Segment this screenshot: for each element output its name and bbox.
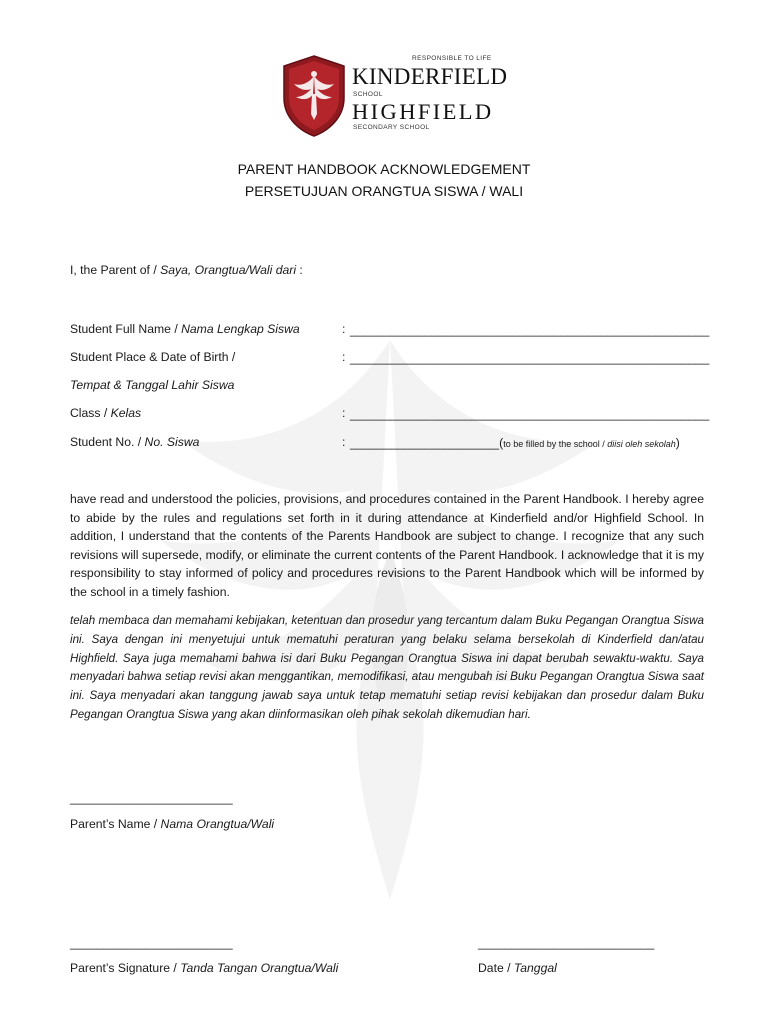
acknowledgement-english: have read and understood the policies, provisions, and procedures contained in the Parent Handbook. I hereby agree to abide by the rules and regulations set forth in it during attendance at Kinderfield and/or Highfield School. In addition, I understand that the contents of the Parents Handbook are subject to change. I recognize that any such revisions will supersede, modify, or eliminate the current contents of the Parent Handbook. I acknowledge that it is my responsibility to stay informed of policy and procedures revisions to the Parent Handbook which will be informed by the school in a timely fashion. <box>70 492 704 599</box>
logo-tagline: RESPONSIBLE TO LIFE <box>412 55 492 62</box>
school-note-open: ( <box>499 436 504 450</box>
class-label <box>70 405 141 421</box>
acknowledgement-indonesian: telah membaca dan memahami kebijakan, ketentuan dan prosedur yang tercantum dalam Buku Pegangan Orangtua Siswa ini. Saya dengan ini menyetujui untuk mematuhi peraturan yang belaku selama bersekolah di Kinderfield dan/atau Highfield. Saya juga memahami bahwa isi dari Buku Pegangan Orangtua Siswa ini dapat berubah sewaktu-waktu. Saya menyadari bahwa setiap revisi akan menggantikan, memodifikasi, atau mengubah isi Buku Pegangan Orangtua Siswa saat ini. Saya menyadari akan tanggung jawab saya untuk tetap mematuhi setiap revisi kebijakan dan prosedur dalam Buku Pegangan Orangtua Siswa yang akan diinformasikan oleh pihak sekolah dikemudian hari. <box>70 614 704 721</box>
class-input-line[interactable]: _____________________________________________________ <box>350 407 710 421</box>
parent-name-label-id: Nama Orangtua/Wali <box>160 817 275 831</box>
title-indonesian: PERSETUJUAN ORANGTUA SISWA / WALI <box>244 183 524 199</box>
parent-signature-label <box>70 960 338 976</box>
class-label-id: Kelas <box>110 406 142 420</box>
class-colon: : <box>342 406 346 420</box>
parent-name-label-en: Parent’s Name / <box>70 817 161 831</box>
school-note-id: diisi oleh sekolah <box>607 439 676 449</box>
intro-line <box>70 262 303 278</box>
logo-highfield-sub: SECONDARY SCHOOL <box>353 124 430 131</box>
parent-name-label <box>70 816 274 832</box>
parent-name-line[interactable]: ________________________ <box>70 791 233 805</box>
parent-signature-label-en: Parent’s Signature / <box>70 961 181 975</box>
student-no-input-line[interactable]: ______________________ <box>350 436 500 450</box>
birth-label-id: Tempat & Tanggal Lahir Siswa <box>70 378 235 392</box>
date-line[interactable]: __________________________ <box>478 936 655 950</box>
student-no-label <box>70 434 199 450</box>
class-label-en: Class / <box>70 406 111 420</box>
date-label <box>478 960 557 976</box>
parent-signature-label-id: Tanda Tangan Orangtua/Wali <box>180 961 339 975</box>
student-no-row <box>350 435 680 452</box>
full-name-label <box>70 321 300 337</box>
school-note-close: ) <box>675 436 680 450</box>
full-name-input-line[interactable]: _____________________________________________________ <box>350 323 710 337</box>
logo-highfield: HIGHFIELD <box>352 99 494 124</box>
logo-kinderfield-sub: SCHOOL <box>353 91 383 98</box>
student-no-label-en: Student No. / <box>70 435 145 449</box>
birth-label-en: Student Place & Date of Birth / <box>70 350 236 364</box>
full-name-label-en: Student Full Name / <box>70 322 182 336</box>
birth-input-line[interactable]: _____________________________________________________ <box>350 351 710 365</box>
full-name-colon: : <box>342 322 346 336</box>
shield-crest-icon <box>282 54 346 138</box>
date-label-id: Tanggal <box>513 961 557 975</box>
student-no-colon: : <box>342 435 346 449</box>
intro-id: Saya, Orangtua/Wali dari <box>160 263 297 277</box>
student-no-label-id: No. Siswa <box>144 435 200 449</box>
school-note-en: to be filled by the school / <box>503 439 608 449</box>
logo-kinderfield: KINDERFIELD <box>352 64 508 89</box>
title-english: PARENT HANDBOOK ACKNOWLEDGEMENT <box>237 161 531 177</box>
school-logo <box>282 54 508 144</box>
full-name-label-id: Nama Lengkap Siswa <box>181 322 300 336</box>
intro-en: I, the Parent of / <box>70 263 161 277</box>
parent-signature-line[interactable]: ________________________ <box>70 936 233 950</box>
intro-end: : <box>296 263 303 277</box>
birth-colon: : <box>342 350 346 364</box>
date-label-en: Date / <box>478 961 514 975</box>
